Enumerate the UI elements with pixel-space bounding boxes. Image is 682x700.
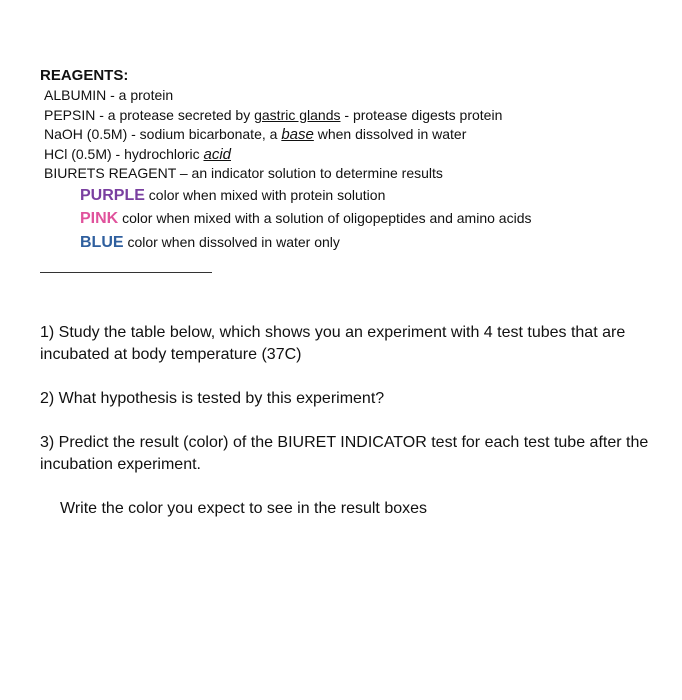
instruction-text: Write the color you expect to see in the result boxes [60, 500, 428, 517]
pepsin-prefix: PEPSIN - a protease secreted by [44, 106, 255, 123]
color-pink-line [80, 207, 660, 231]
section-divider [40, 272, 212, 273]
color-name-purple: PURPLE [80, 186, 145, 204]
pepsin-suffix: - protease digests protein [340, 106, 503, 123]
reagent-naoh [44, 125, 660, 145]
reagent-biurets: BIURETS REAGENT – an indicator solution to determine results [44, 165, 443, 181]
reagent-hcl [44, 145, 660, 165]
color-name-pink: PINK [80, 210, 119, 227]
color-blue-line [80, 231, 660, 255]
gastric-glands-link[interactable]: gastric glands [254, 106, 341, 123]
reagent-albumin: ALBUMIN - a protein [44, 87, 174, 103]
question-2: 2) What hypothesis is tested by this experiment? [40, 390, 385, 407]
reagent-pepsin [44, 106, 660, 126]
questions-section [40, 322, 650, 520]
color-desc-pink: color when mixed with a solution of oligopeptides and amino acids [118, 210, 532, 226]
hcl-prefix: HCl (0.5M) - hydrochloric [44, 145, 204, 162]
acid-emphasis: acid [203, 145, 232, 163]
color-desc-purple: color when mixed with protein solution [144, 186, 386, 203]
reagents-section [40, 66, 660, 254]
color-desc-blue: color when dissolved in water only [123, 233, 340, 250]
question-3: 3) Predict the result (color) of the BIURET INDICATOR test for each test tube after the incubation experiment. [40, 434, 649, 473]
question-1: 1) Study the table below, which shows you an experiment with 4 test tubes that are incubated at body temperature (37C) [40, 324, 626, 363]
naoh-suffix: when dissolved in water [313, 126, 467, 142]
base-emphasis: base [281, 126, 314, 143]
color-name-blue: BLUE [80, 233, 124, 251]
naoh-prefix: NaOH (0.5M) - sodium bicarbonate, a [44, 126, 282, 142]
color-purple-line [80, 184, 660, 208]
reagents-heading: REAGENTS: [40, 67, 129, 84]
